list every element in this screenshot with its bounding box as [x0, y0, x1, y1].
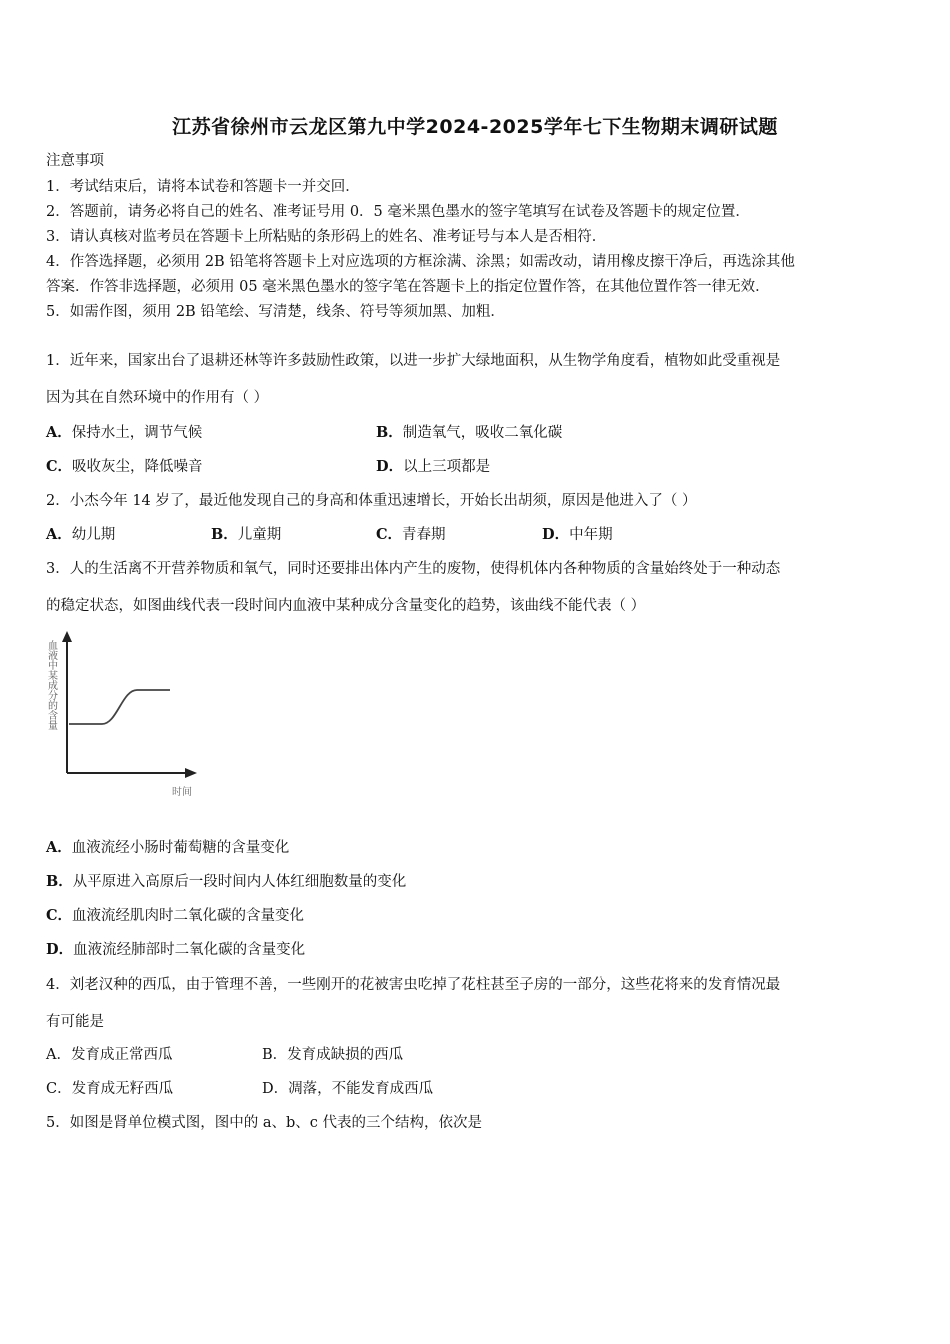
question-5-text: 5．如图是肾单位模式图，图中的 a、b、c 代表的三个结构，依次是 — [46, 1115, 482, 1131]
question-2-text: 2．小杰今年 14 岁了，最近他发现自己的身高和体重迅速增长，开始长出胡须，原因是他进入了（ ） — [46, 493, 697, 509]
question-1-option-a: A．保持水土，调节气候 — [46, 424, 203, 441]
question-1-text: 因为其在自然环境中的作用有（ ） — [46, 390, 269, 406]
question-4-option-b: B．发育成缺损的西瓜 — [262, 1047, 404, 1063]
figure-curve — [69, 690, 170, 724]
question-4-option-d: D．凋落，不能发育成西瓜 — [262, 1081, 434, 1097]
question-3-figure — [42, 628, 212, 803]
figure-x-arrow — [185, 768, 197, 778]
question-1-option-d: D．以上三项都是 — [376, 458, 491, 475]
question-3-option-b: B．从平原进入高原后一段时间内人体红细胞数量的变化 — [46, 873, 407, 890]
question-4-option-a: A．发育成正常西瓜 — [46, 1047, 173, 1063]
question-4-option-c: C．发育成无籽西瓜 — [46, 1081, 174, 1097]
question-3-option-d: D．血液流经肺部时二氧化碳的含量变化 — [46, 941, 306, 958]
question-3-option-a: A．血液流经小肠时葡萄糖的含量变化 — [46, 839, 290, 856]
question-3-option-c: C．血液流经肌肉时二氧化碳的含量变化 — [46, 907, 305, 924]
figure-y-arrow — [62, 631, 72, 642]
notice-item: 答案．作答非选择题，必须用 05 毫米黑色墨水的签字笔在答题卡上的指定位置作答，在其他位置作答一律无效． — [46, 279, 770, 295]
notice-heading: 注意事项 — [46, 153, 104, 169]
notice-item: 3．请认真核对监考员在答题卡上所粘贴的条形码上的姓名、准考证号与本人是否相符． — [46, 229, 607, 245]
notice-item: 5．如需作图，须用 2B 铅笔绘、写清楚，线条、符号等须加黑、加粗． — [46, 304, 505, 320]
question-3-text: 的稳定状态，如图曲线代表一段时间内血液中某种成分含量变化的趋势，该曲线不能代表（ ） — [46, 598, 646, 614]
question-1-text: 1．近年来，国家出台了退耕还林等许多鼓励性政策，以进一步扩大绿地面积，从生物学角度看，植物如此受重视是 — [46, 353, 781, 369]
question-2-option-c: C．青春期 — [376, 526, 446, 543]
question-2-option-d: D．中年期 — [542, 526, 613, 543]
question-1-option-c: C．吸收灰尘，降低噪音 — [46, 458, 203, 475]
question-1-option-b: B．制造氧气，吸收二氧化碳 — [376, 424, 563, 441]
question-4-text: 有可能是 — [46, 1014, 104, 1030]
notice-item: 1．考试结束后，请将本试卷和答题卡一并交回． — [46, 179, 360, 195]
question-3-text: 3．人的生活离不开营养物质和氧气，同时还要排出体内产生的废物，使得机体内各种物质的含量始终处于一种动态 — [46, 561, 781, 577]
question-2-option-b: B．儿童期 — [211, 526, 282, 543]
notice-item: 2．答题前，请务必将自己的姓名、准考证号用 0．5 毫米黑色墨水的签字笔填写在试卷及答题卡的规定位置． — [46, 204, 750, 220]
question-2-option-a: A．幼儿期 — [46, 526, 116, 543]
figure-ylabel: 血液中某成分的含量 — [45, 640, 57, 730]
figure-xlabel: 时间 — [172, 787, 192, 798]
notice-item: 4．作答选择题，必须用 2B 铅笔将答题卡上对应选项的方框涂满、涂黑；如需改动，请用橡皮擦干净后，再选涂其他 — [46, 254, 795, 270]
page-title: 江苏省徐州市云龙区第九中学2024-2025学年七下生物期末调研试题 — [172, 116, 778, 138]
question-4-text: 4．刘老汉种的西瓜，由于管理不善，一些刚开的花被害虫吃掉了花柱甚至子房的一部分，这些花将来的发育情况最 — [46, 977, 781, 993]
